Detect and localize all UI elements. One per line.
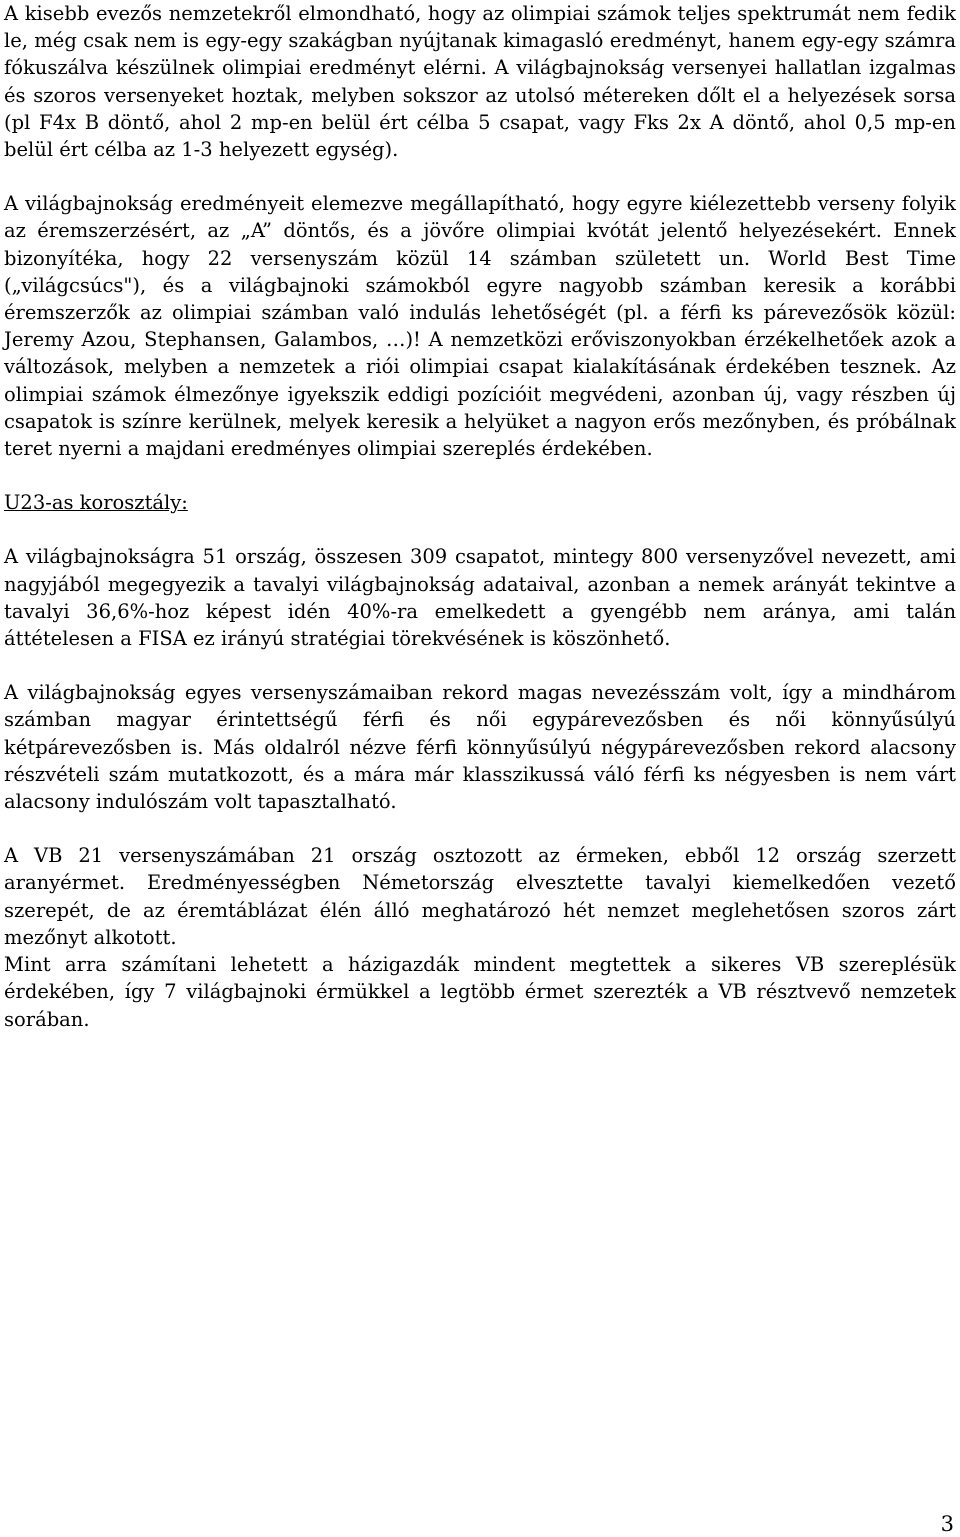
paragraph-spacer: [4, 462, 956, 489]
page-number: 3: [940, 1512, 954, 1536]
analysis-paragraph: A világbajnokság eredményeit elemezve megállapítható, hogy egyre kiélezettebb verseny folyik az éremszerzésért, az „A” döntős, és a jövőre olimpiai kvótát jelentő helyezésekért. Ennek bizonyítéka, hogy 22 versenyszám közül 14 számban született un. World Best Time („világcsúcs"), és a világbajnoki számokból egyre nagyobb számban keresik a korábbi éremszerzők az olimpiai számban való indulás lehetőségét (pl. a férfi ks párevezősök közül: Jeremy Azou, Stephansen, Galambos, …)! A nemzetközi erőviszonyokban érzékelhetőek azok a változások, melyben a nemzetek a riói olimpiai csapat kialakításának érdekében tesznek. Az olimpiai számok élmezőnye igyekszik eddigi pozícióit megvédeni, azonban új, vagy részben új csapatok is színre kerülnek, melyek keresik a helyüket a nagyon erős mezőnyben, és próbálnak teret nyerni a majdani eredményes olimpiai szereplés érdekében.: [4, 192, 956, 461]
intro-paragraph: A kisebb evezős nemzetekről elmondható, hogy az olimpiai számok teljes spektrumát nem fedik le, még csak nem is egy-egy szakágban nyújtanak kimagasló eredményt, hanem egy-egy számra fókuszálva készülnek olimpiai eredményt elérni. A világbajnokság versenyei hallatlan izgalmas és szoros versenyeket hoztak, melyben sokszor az utolsó métereken dőlt el a helyezések sorsa (pl F4x B döntő, ahol 2 mp-en belül ért célba 5 csapat, vagy Fks 2x A döntő, ahol 0,5 mp-en belül ért célba az 1-3 helyezett egység).: [4, 2, 956, 162]
paragraph-spacer: [4, 815, 956, 842]
records-paragraph: A világbajnokság egyes versenyszámaiban rekord magas nevezésszám volt, így a mindhárom számban magyar érintettségű férfi és női egypárevezősben és női könnyűsúlyú kétpárevezősben is. Más oldalról nézve férfi könnyűsúlyú négypárevezősben rekord alacsony részvételi szám mutatkozott, és a mára már klasszikussá váló férfi ks négyesben is nem várt alacsony indulószám volt tapasztalható.: [4, 681, 956, 814]
paragraph-spacer: [4, 652, 956, 679]
section-heading: U23-as korosztály:: [4, 491, 188, 515]
paragraph-spacer: [4, 163, 956, 190]
hosts-paragraph: Mint arra számítani lehetett a házigazdák mindent megtettek a sikeres VB szereplésük érdekében, így 7 világbajnoki érmükkel a legtöbb érmet szerezték a VB résztvevő nemzetek sorában.: [4, 953, 956, 1031]
paragraph-spacer: [4, 516, 956, 543]
document-page: [4, 0, 956, 1033]
entries-paragraph: A világbajnokságra 51 ország, összesen 309 csapatot, mintegy 800 versenyzővel nevezett, ami nagyjából megegyezik a tavalyi világbajnokság adataival, azonban a nemek arányát tekintve a tavalyi 36,6%-hoz képest idén 40%-ra emelkedett a gyengébb nem aránya, ami talán áttételesen a FISA ez irányú stratégiai törekvésének is köszönhető.: [4, 545, 956, 651]
medals-paragraph: A VB 21 versenyszámában 21 ország osztozott az érmeken, ebből 12 ország szerzett aranyérmet. Eredményességben Németország elvesztette tavalyi kiemelkedően vezető szerepét, de az éremtáblázat élén álló meghatározó hét nemzet meglehetősen szoros zárt mezőnyt alkotott.: [4, 844, 956, 949]
